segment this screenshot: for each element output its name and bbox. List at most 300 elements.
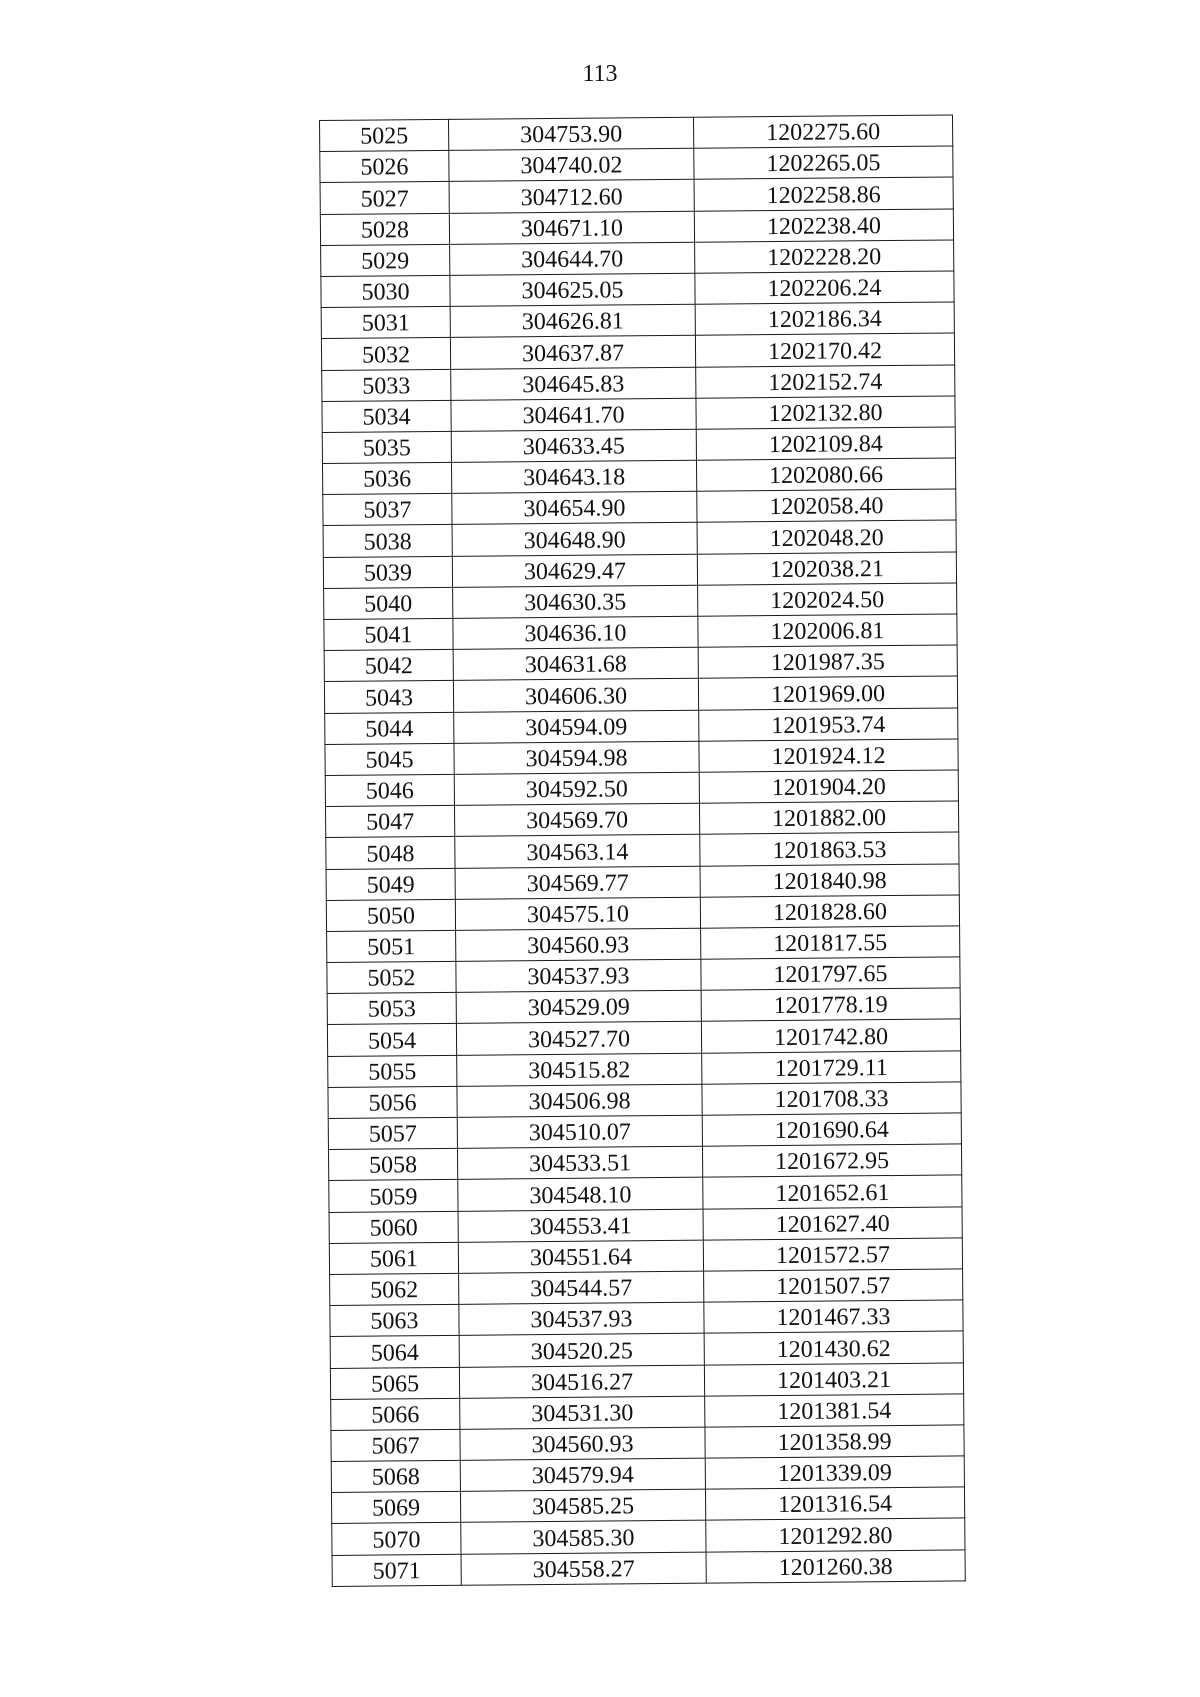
table-row — [326, 863, 959, 900]
y-coordinate-cell — [701, 988, 960, 1021]
y-coordinate-cell — [702, 1082, 961, 1115]
cell-text: 5065 — [370, 1370, 420, 1398]
cell-text: 5042 — [364, 653, 413, 680]
x-coordinate-cell — [454, 741, 699, 774]
x-coordinate-cell — [449, 148, 694, 181]
cell-text: 304629.47 — [523, 558, 627, 586]
cell-text: 5029 — [361, 248, 410, 275]
cell-text: 5034 — [362, 404, 411, 431]
table-row — [331, 1425, 964, 1462]
cell-text: 304527.70 — [527, 1025, 631, 1053]
x-coordinate-cell — [456, 990, 701, 1023]
y-coordinate-cell — [699, 708, 958, 741]
y-coordinate-cell — [697, 552, 956, 585]
cell-text: 5069 — [372, 1495, 421, 1523]
cell-text: 304569.77 — [526, 870, 629, 897]
point-number-cell — [330, 1273, 459, 1305]
table-row — [325, 708, 958, 745]
point-number-cell — [330, 1336, 459, 1368]
x-coordinate-cell — [454, 772, 699, 805]
y-coordinate-cell — [696, 396, 955, 429]
table-row — [332, 1518, 965, 1555]
x-coordinate-cell — [458, 1209, 703, 1242]
table-row — [325, 739, 958, 776]
x-coordinate-cell — [460, 1458, 705, 1491]
cell-text: 5045 — [365, 747, 414, 774]
y-coordinate-cell — [705, 1394, 964, 1427]
point-number-cell — [327, 1024, 456, 1056]
point-number-cell — [332, 1554, 461, 1586]
cell-text: 1202109.84 — [768, 431, 883, 459]
y-coordinate-cell — [704, 1331, 963, 1364]
y-coordinate-cell — [703, 1238, 962, 1271]
x-coordinate-cell — [456, 928, 701, 961]
table-row — [327, 957, 960, 994]
point-number-cell — [328, 1117, 457, 1149]
y-coordinate-cell — [698, 645, 957, 678]
cell-text: 1201316.54 — [777, 1491, 893, 1519]
y-coordinate-cell — [697, 489, 956, 522]
cell-text: 1202058.40 — [769, 493, 884, 521]
cell-text: 5035 — [362, 435, 411, 462]
cell-text: 304712.60 — [520, 183, 623, 211]
x-coordinate-cell — [456, 1022, 701, 1055]
cell-text: 5027 — [360, 185, 409, 213]
cell-text: 304585.25 — [532, 1493, 635, 1521]
point-number-cell — [332, 1523, 461, 1555]
cell-text: 304563.14 — [526, 838, 629, 866]
cell-text: 304575.10 — [526, 901, 630, 929]
y-coordinate-cell — [701, 957, 960, 990]
cell-text: 5046 — [365, 778, 414, 805]
cell-text: 1202258.86 — [766, 181, 881, 209]
x-coordinate-cell — [453, 585, 698, 618]
x-coordinate-cell — [452, 491, 697, 524]
cell-text: 5054 — [367, 1027, 417, 1055]
cell-text: 5064 — [370, 1339, 419, 1367]
x-coordinate-cell — [457, 1146, 702, 1179]
table-row — [323, 489, 956, 526]
cell-text: 304625.05 — [521, 277, 624, 305]
y-coordinate-cell — [702, 1051, 961, 1084]
cell-text: 304643.18 — [523, 464, 626, 492]
y-coordinate-cell — [696, 427, 955, 460]
y-coordinate-cell — [700, 832, 959, 865]
cell-text: 1201652.61 — [775, 1179, 890, 1207]
cell-text: 1202024.50 — [770, 587, 885, 615]
y-coordinate-cell — [698, 676, 957, 709]
y-coordinate-cell — [699, 739, 958, 772]
table-row — [328, 1051, 961, 1088]
cell-text: 5050 — [366, 903, 416, 930]
cell-text: 1201260.38 — [778, 1553, 893, 1581]
x-coordinate-cell — [450, 336, 695, 369]
table-row — [329, 1206, 962, 1243]
y-coordinate-cell — [703, 1206, 962, 1239]
table-row — [329, 1175, 962, 1212]
y-coordinate-cell — [705, 1456, 964, 1489]
point-number-cell — [321, 338, 450, 370]
cell-text: 5031 — [361, 310, 410, 337]
point-number-cell — [322, 431, 451, 463]
point-number-cell — [320, 151, 449, 183]
point-number-cell — [328, 1086, 457, 1118]
cell-text: 304654.90 — [523, 495, 626, 523]
point-number-cell — [324, 650, 453, 682]
table-row — [323, 552, 956, 589]
table-row — [324, 676, 957, 713]
cell-text: 5051 — [367, 934, 416, 961]
x-coordinate-cell — [457, 1053, 702, 1086]
x-coordinate-cell — [457, 1115, 702, 1148]
cell-text: 304529.09 — [527, 994, 630, 1022]
table-row — [321, 240, 954, 277]
x-coordinate-cell — [455, 866, 700, 899]
x-coordinate-cell — [452, 523, 697, 556]
cell-text: 304544.57 — [530, 1275, 633, 1303]
cell-text: 1201904.20 — [771, 774, 886, 802]
x-coordinate-cell — [449, 180, 694, 213]
x-coordinate-cell — [459, 1333, 704, 1366]
cell-text: 1202206.24 — [767, 275, 882, 303]
cell-text: 1202238.40 — [766, 212, 882, 240]
cell-text: 304648.90 — [523, 526, 626, 554]
table-row — [326, 895, 959, 932]
cell-text: 1201339.09 — [777, 1460, 892, 1488]
point-number-cell — [321, 244, 450, 276]
table-row — [332, 1550, 965, 1587]
cell-text: 1201430.62 — [776, 1335, 891, 1363]
point-number-cell — [325, 712, 454, 744]
table-row — [322, 427, 955, 464]
y-coordinate-cell — [696, 364, 955, 397]
point-number-cell — [331, 1492, 460, 1524]
x-coordinate-cell — [448, 117, 693, 150]
cell-text: 304630.35 — [524, 589, 627, 617]
table-row — [323, 520, 956, 557]
point-number-cell — [325, 805, 454, 837]
cell-text: 1201969.00 — [770, 680, 886, 708]
cell-text: 304515.82 — [528, 1057, 631, 1085]
table-row — [325, 770, 958, 807]
cell-text: 304553.41 — [529, 1213, 632, 1240]
cell-text: 304506.98 — [528, 1088, 631, 1116]
cell-text: 304645.83 — [522, 371, 625, 398]
table-row — [320, 177, 953, 214]
cell-text: 5030 — [361, 279, 410, 306]
point-number-cell — [320, 119, 449, 151]
cell-text: 5026 — [360, 154, 409, 182]
cell-text: 1201729.11 — [774, 1054, 888, 1082]
cell-text: 1202080.66 — [769, 462, 884, 490]
point-number-cell — [329, 1180, 458, 1212]
cell-text: 1202265.05 — [766, 150, 881, 178]
table-row — [320, 115, 953, 152]
cell-text: 304594.09 — [525, 714, 628, 741]
x-coordinate-cell — [453, 616, 698, 649]
y-coordinate-cell — [705, 1487, 964, 1520]
cell-text: 1201817.55 — [773, 930, 888, 958]
x-coordinate-cell — [453, 647, 698, 680]
x-coordinate-cell — [451, 460, 696, 493]
point-number-cell — [321, 275, 450, 307]
cell-text: 1202170.42 — [767, 337, 883, 365]
cell-text: 304551.64 — [529, 1244, 633, 1272]
cell-text: 1201507.57 — [776, 1273, 891, 1301]
point-number-cell — [331, 1460, 460, 1492]
cell-text: 5067 — [371, 1433, 420, 1460]
cell-text: 5041 — [364, 622, 413, 649]
x-coordinate-cell — [460, 1396, 705, 1429]
x-coordinate-cell — [459, 1271, 704, 1304]
point-number-cell — [330, 1367, 459, 1399]
y-coordinate-cell — [695, 302, 954, 335]
cell-text: 5036 — [363, 466, 412, 493]
cell-text: 5056 — [368, 1090, 417, 1117]
point-number-cell — [329, 1242, 458, 1274]
x-coordinate-cell — [456, 959, 701, 992]
table-row — [322, 458, 955, 495]
cell-text: 5040 — [364, 591, 413, 618]
cell-text: 1201840.98 — [772, 867, 887, 895]
y-coordinate-cell — [696, 458, 955, 491]
cell-text: 1201797.65 — [773, 961, 888, 989]
point-number-cell — [331, 1398, 460, 1430]
cell-text: 1201627.40 — [775, 1210, 890, 1238]
x-coordinate-cell — [450, 304, 695, 337]
cell-text: 5038 — [363, 528, 412, 556]
y-coordinate-cell — [706, 1550, 965, 1583]
table-row — [321, 302, 954, 339]
y-coordinate-cell — [701, 1019, 960, 1052]
cell-text: 304631.68 — [524, 651, 627, 679]
point-number-cell — [328, 1149, 457, 1181]
cell-text: 1201358.99 — [777, 1429, 892, 1457]
y-coordinate-cell — [704, 1269, 963, 1302]
table-row — [330, 1300, 963, 1337]
x-coordinate-cell — [454, 803, 699, 836]
point-number-cell — [324, 587, 453, 619]
cell-text: 304753.90 — [520, 121, 623, 149]
cell-text: 304560.93 — [531, 1431, 634, 1459]
y-coordinate-cell — [702, 1144, 961, 1177]
point-number-cell — [322, 369, 451, 401]
table-row — [324, 645, 957, 682]
cell-text: 304548.10 — [529, 1181, 632, 1209]
cell-text: 304516.27 — [530, 1368, 634, 1396]
cell-text: 5053 — [367, 996, 416, 1024]
x-coordinate-cell — [450, 242, 695, 275]
point-number-cell — [325, 743, 454, 775]
point-number-cell — [327, 930, 456, 962]
point-number-cell — [322, 400, 451, 432]
cell-text: 5049 — [366, 871, 415, 899]
x-coordinate-cell — [450, 273, 695, 306]
x-coordinate-cell — [451, 398, 696, 431]
x-coordinate-cell — [452, 554, 697, 587]
x-coordinate-cell — [460, 1489, 705, 1522]
cell-text: 5062 — [370, 1277, 419, 1304]
cell-text: 1202228.20 — [767, 244, 882, 272]
y-coordinate-cell — [700, 863, 959, 896]
table-row — [327, 1019, 960, 1056]
cell-text: 5025 — [360, 123, 409, 150]
cell-text: 304533.51 — [529, 1150, 632, 1178]
cell-text: 5070 — [372, 1526, 421, 1554]
cell-text: 1201467.33 — [776, 1304, 891, 1332]
x-coordinate-cell — [449, 211, 694, 244]
cell-text: 1201742.80 — [773, 1023, 889, 1051]
cell-text: 5048 — [366, 840, 415, 868]
cell-text: 5032 — [361, 341, 411, 369]
y-coordinate-cell — [705, 1425, 964, 1458]
table-row — [321, 271, 954, 308]
table-row — [324, 583, 957, 620]
cell-text: 304606.30 — [524, 682, 628, 710]
cell-text: 304637.87 — [521, 339, 625, 367]
cell-text: 5063 — [370, 1308, 419, 1335]
cell-text: 5044 — [365, 715, 414, 743]
point-number-cell — [321, 306, 450, 338]
cell-text: 304569.70 — [526, 807, 629, 835]
point-number-cell — [320, 182, 449, 214]
y-coordinate-cell — [699, 770, 958, 803]
table-row — [321, 333, 954, 370]
x-coordinate-cell — [460, 1427, 705, 1460]
cell-text: 304585.30 — [532, 1524, 635, 1552]
cell-text: 304579.94 — [531, 1462, 634, 1490]
point-number-cell — [320, 213, 449, 245]
cell-text: 1201292.80 — [778, 1522, 893, 1550]
point-number-cell — [326, 837, 455, 869]
coordinates-table-body — [320, 115, 966, 1586]
cell-text: 5061 — [369, 1246, 419, 1273]
cell-text: 304531.30 — [531, 1400, 634, 1428]
table-row — [331, 1456, 964, 1493]
cell-text: 304633.45 — [522, 433, 625, 461]
coordinates-table — [319, 114, 966, 1586]
cell-text: 5028 — [360, 216, 410, 244]
cell-text: 304558.27 — [532, 1556, 635, 1584]
cell-text: 304537.93 — [530, 1306, 633, 1334]
cell-text: 1201672.95 — [775, 1148, 890, 1176]
cell-text: 304592.50 — [525, 776, 628, 804]
cell-text: 5055 — [368, 1059, 417, 1086]
cell-text: 1201403.21 — [776, 1366, 892, 1394]
cell-text: 304520.25 — [530, 1337, 633, 1365]
cell-text: 1201708.33 — [774, 1086, 889, 1114]
table-row — [330, 1331, 963, 1368]
point-number-cell — [323, 494, 452, 526]
point-number-cell — [323, 556, 452, 588]
y-coordinate-cell — [704, 1300, 963, 1333]
cell-text: 5060 — [369, 1214, 418, 1242]
cell-text: 5068 — [371, 1464, 420, 1491]
point-number-cell — [329, 1211, 458, 1243]
table-row — [327, 926, 960, 963]
y-coordinate-cell — [700, 895, 959, 928]
point-number-cell — [323, 525, 452, 557]
x-coordinate-cell — [461, 1521, 706, 1554]
table-row — [322, 364, 955, 401]
cell-text: 5052 — [367, 965, 416, 992]
y-coordinate-cell — [693, 115, 952, 148]
x-coordinate-cell — [451, 429, 696, 462]
page-number: 113 — [582, 61, 618, 87]
x-coordinate-cell — [457, 1084, 702, 1117]
point-number-cell — [330, 1304, 459, 1336]
point-number-cell — [324, 618, 453, 650]
table-row — [320, 146, 953, 183]
x-coordinate-cell — [454, 710, 699, 743]
table-row — [331, 1394, 964, 1431]
y-coordinate-cell — [695, 240, 954, 273]
y-coordinate-cell — [694, 177, 953, 210]
y-coordinate-cell — [695, 271, 954, 304]
table-row — [329, 1238, 962, 1275]
x-coordinate-cell — [458, 1178, 703, 1211]
x-coordinate-cell — [451, 367, 696, 400]
cell-text: 1201381.54 — [777, 1397, 892, 1425]
cell-text: 5071 — [372, 1557, 421, 1585]
x-coordinate-cell — [459, 1365, 704, 1398]
y-coordinate-cell — [706, 1518, 965, 1551]
table-row — [322, 396, 955, 433]
cell-text: 5059 — [369, 1183, 418, 1211]
cell-text: 1201924.12 — [771, 743, 886, 771]
cell-text: 1201863.53 — [772, 836, 887, 864]
point-number-cell — [327, 961, 456, 993]
cell-text: 5058 — [369, 1152, 418, 1179]
y-coordinate-cell — [694, 209, 953, 242]
y-coordinate-cell — [704, 1362, 963, 1395]
cell-text: 1201828.60 — [772, 898, 888, 926]
point-number-cell — [322, 462, 451, 494]
cell-text: 5039 — [363, 560, 413, 587]
y-coordinate-cell — [699, 801, 958, 834]
y-coordinate-cell — [702, 1113, 961, 1146]
cell-text: 304740.02 — [520, 152, 623, 180]
table-row — [326, 832, 959, 869]
y-coordinate-cell — [697, 520, 956, 553]
x-coordinate-cell — [455, 897, 700, 930]
cell-text: 5047 — [366, 809, 415, 836]
cell-text: 304636.10 — [524, 620, 627, 648]
x-coordinate-cell — [453, 679, 698, 712]
cell-text: 1201572.57 — [775, 1241, 891, 1269]
cell-text: 1202186.34 — [767, 306, 882, 334]
cell-text: 1201987.35 — [770, 649, 885, 677]
cell-text: 1201690.64 — [774, 1117, 889, 1145]
cell-text: 1202132.80 — [768, 399, 883, 427]
cell-text: 5043 — [364, 684, 414, 712]
table-row — [325, 801, 958, 838]
table-row — [327, 988, 960, 1025]
point-number-cell — [325, 774, 454, 806]
x-coordinate-cell — [459, 1302, 704, 1335]
point-number-cell — [326, 899, 455, 931]
cell-text: 1201953.74 — [771, 711, 886, 739]
cell-text: 1202152.74 — [768, 368, 883, 396]
cell-text: 1201778.19 — [773, 992, 888, 1020]
cell-text: 5033 — [362, 372, 411, 400]
x-coordinate-cell — [458, 1240, 703, 1273]
table-row — [330, 1362, 963, 1399]
y-coordinate-cell — [698, 583, 957, 616]
y-coordinate-cell — [703, 1175, 962, 1208]
cell-text: 5057 — [368, 1121, 417, 1148]
cell-text: 1202275.60 — [766, 119, 881, 147]
